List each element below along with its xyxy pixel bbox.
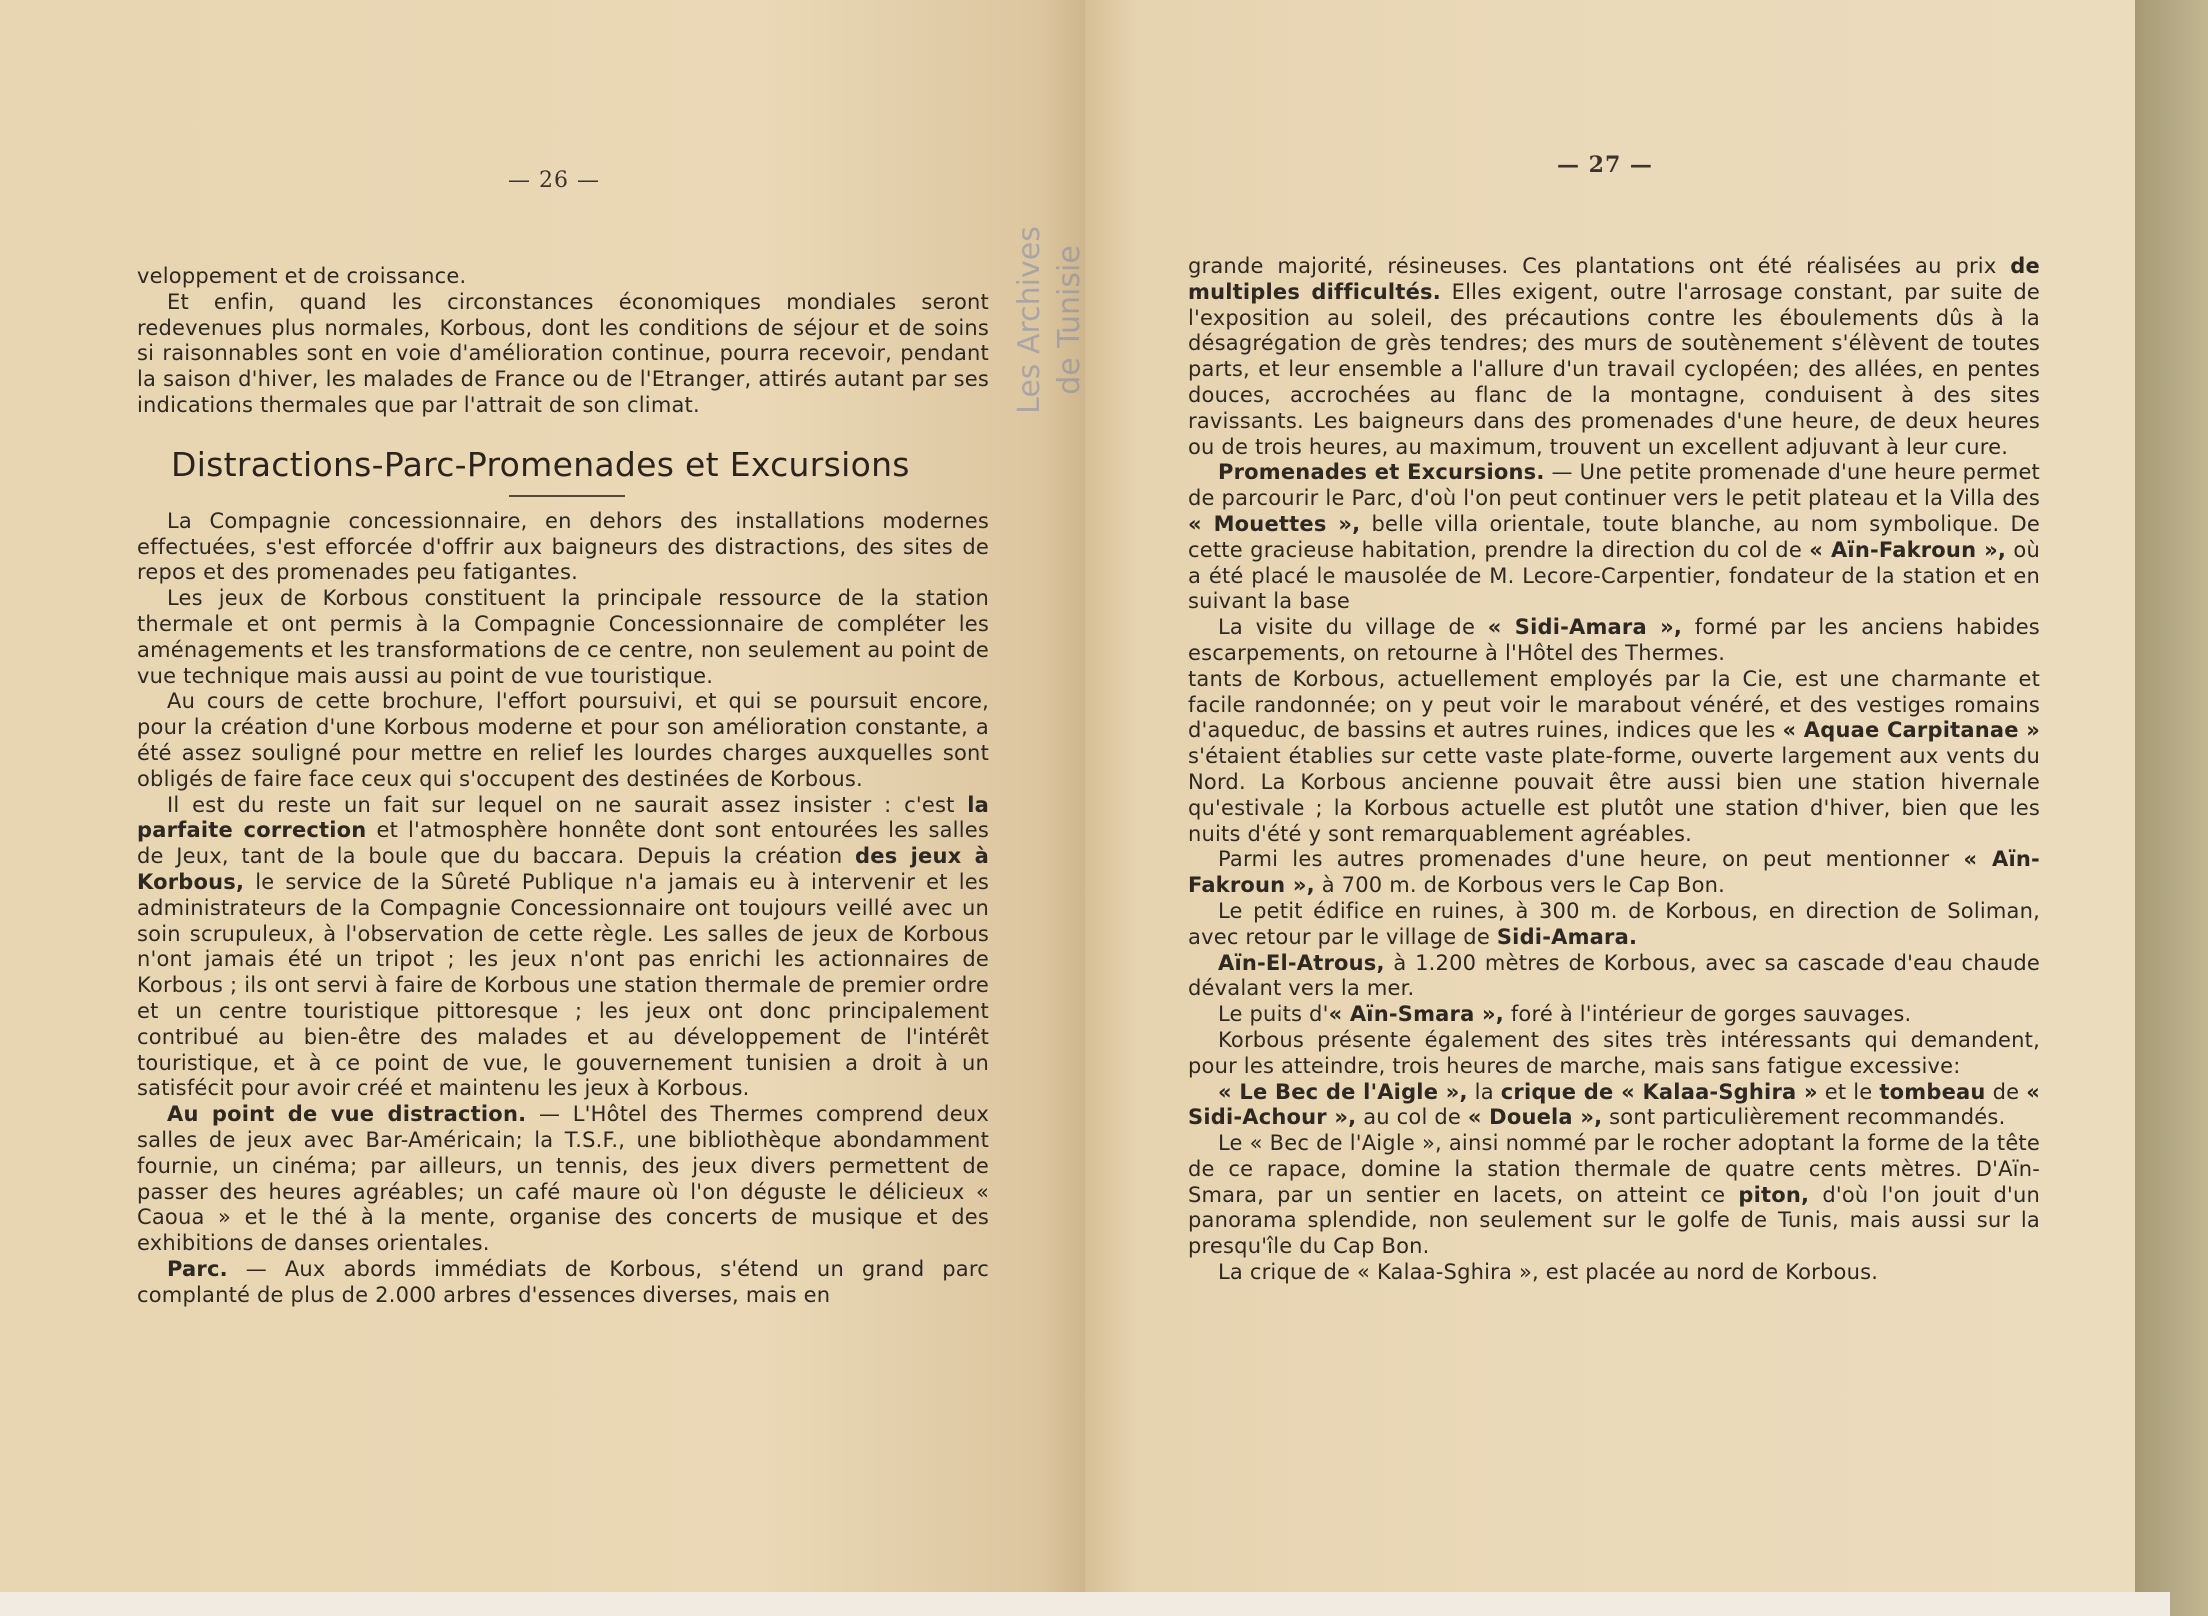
paragraph: Le petit édifice en ruines, à 300 m. de Korbous, en direction de Soliman, avec retour par le village de Sidi-Amara.	[1188, 898, 2040, 949]
paragraph: La visite du village de « Sidi-Amara », formé par les anciens habides escarpements, on retourne à l'Hôtel des Thermes.	[1188, 615, 2040, 665]
paragraph: Parc. — Aux abords immédiats de Korbous, s'étend un grand parc complanté de plus de 2.000 arbres d'essences diverses, mais en	[137, 1256, 989, 1307]
title-underline	[509, 495, 625, 497]
stamp-text: Les Archives	[1012, 226, 1047, 414]
paragraph: « Le Bec de l'Aigle », la crique de « Kalaa-Sghira » et le tombeau de « Sidi-Achour », au col de « Douela », sont particulièrement recommandés.	[1188, 1079, 2040, 1130]
paragraph: veloppement et de croissance.	[137, 264, 467, 288]
paragraph: Parmi les autres promenades d'une heure, on peut mentionner « Aïn-Fakroun », à 700 m. de Korbous vers le Cap Bon.	[1188, 847, 2040, 898]
scan-margin	[0, 1592, 2170, 1616]
stamp-text: de Tunisie	[1052, 245, 1087, 395]
book-edge	[2135, 0, 2208, 1616]
paragraph: tants de Korbous, actuellement employés par la Cie, est une charmante et facile randonnée; on y peut voir le marabout vénéré, et des vestiges romains d'aqueduc, de bassins et autres ruines, indices que les « Aquae Carpitanae » s'étaient établies sur cette vaste plate-forme, ouverte largement aux vents du Nord. La Korbous ancienne pouvait être aussi bien une station hivernale qu'estivale ; la Korbous actuelle est plutôt une station d'hiver, bien que les nuits d'été y sont remarquablement agréables.	[1188, 666, 2040, 846]
left-page-text	[137, 264, 989, 1308]
section-title: Distractions-Parc-Promenades et Excursions	[171, 444, 910, 484]
page-number-right: — 27 —	[1557, 152, 1653, 178]
paragraph: Les jeux de Korbous constituent la principale ressource de la station thermale et ont permis à la Compagnie Concessionnaire de compléter les aménagements et les transformations de ce centre, non seulement au point de vue technique mais aussi au point de vue touristique.	[137, 586, 989, 688]
paragraph: La crique de « Kalaa-Sghira », est placée au nord de Korbous.	[1218, 1260, 1879, 1285]
page-number-left: — 26 —	[508, 168, 600, 193]
paragraph: Korbous présente également des sites très intéressants qui demandent, pour les atteindre, trois heures de marche, mais sans fatigue excessive:	[1188, 1027, 2040, 1078]
paragraph: Promenades et Excursions. — Une petite promenade d'une heure permet de parcourir le Parc, d'où l'on peut continuer vers le petit plateau et la Villa des « Mouettes », belle villa orientale, toute blanche, au nom symbolique. De cette gracieuse habitation, prendre la direction du col de « Aïn-Fakroun », où a été placé le mausolée de M. Lecore-Carpentier, fondateur de la station et en suivant la base	[1188, 460, 2040, 614]
paragraph: Il est du reste un fait sur lequel on ne saurait assez insister : c'est la parfaite correction et l'atmosphère honnête dont sont entourées les salles de Jeux, tant de la boule que du baccara. Depuis la création des jeux à Korbous, le service de la Sûreté Publique n'a jamais eu à intervenir et les administrateurs de la Compagnie Concessionnaire ont toujours veillé avec un soin scrupuleux, à l'observation de cette règle. Les salles de jeux de Korbous n'ont jamais été un tripot ; les jeux n'ont pas enrichi les actionnaires de Korbous ; ils ont servi à faire de Korbous une station thermale de premier ordre et un centre touristique pittoresque ; les jeux ont donc principalement contribué au bien-être des malades et au développement de l'intérêt touristique, et à ce point de vue, le gouvernement tunisien a droit à un satisfécit pour avoir créé et maintenu les jeux à Korbous.	[137, 792, 989, 1101]
paragraph: Le « Bec de l'Aigle », ainsi nommé par le rocher adoptant la forme de la tête de ce rapace, domine la station thermale de quatre cents mètres. D'Aïn-Smara, par un sentier en lacets, on atteint ce piton, d'où l'on jouit d'un panorama splendide, non seulement sur le golfe de Tunis, mais aussi sur la presqu'île du Cap Bon.	[1188, 1131, 2040, 1259]
paragraph: Le puits d'« Aïn-Smara », foré à l'intérieur de gorges sauvages.	[1218, 1002, 1912, 1027]
paragraph: Au point de vue distraction. — L'Hôtel des Thermes comprend deux salles de jeux avec Bar-Américain; la T.S.F., une bibliothèque abondamment fournie, un cinéma; par ailleurs, un tennis, des jeux divers permettent de passer des heures agréables; un café maure où l'on déguste le délicieux « Caoua » et le thé à la mente, organise des concerts de musique et des exhibitions de danses orientales.	[137, 1102, 989, 1256]
paragraph: Aïn-El-Atrous, à 1.200 mètres de Korbous, avec sa cascade d'eau chaude dévalant vers la mer.	[1188, 950, 2040, 1001]
paragraph: grande majorité, résineuses. Ces plantations ont été réalisées au prix de multiples difficultés. Elles exigent, outre l'arrosage constant, par suite de l'exposition au soleil, des précautions contre les éboulements dûs à la désagrégation de grès tendres; des murs de soutènement s'élèvent de toutes parts, et leur ensemble a l'allure d'un travail cyclopéen; des allées, en pentes douces, accrochées au flanc de la montagne, conduisent à des sites ravissants. Les baigneurs dans des promenades d'une heure, de deux heures ou de trois heures, au maximum, trouvent un excellent adjuvant à leur cure.	[1188, 254, 2040, 459]
right-page-text	[1188, 254, 2040, 1286]
paragraph: Et enfin, quand les circonstances économiques mondiales seront redevenues plus normales, Korbous, dont les conditions de séjour et de soins si raisonnables sont en voie d'amélioration continue, pourra recevoir, pendant la saison d'hiver, les malades de France ou de l'Etranger, attirés autant par ses indications thermales que par l'attrait de son climat.	[137, 289, 989, 417]
paragraph: Au cours de cette brochure, l'effort poursuivi, et qui se poursuit encore, pour la création d'une Korbous moderne et pour son amélioration constante, a été assez souligné pour mettre en relief les lourdes charges auxquelles sont obligés de faire face ceux qui s'occupent des destinées de Korbous.	[137, 689, 989, 791]
archive-stamp	[920, 226, 1280, 500]
paragraph: La Compagnie concessionnaire, en dehors des installations modernes effectuées, s'est efforcée d'offrir aux baigneurs des distractions, des sites de repos et des promenades peu fatigantes.	[137, 508, 989, 585]
